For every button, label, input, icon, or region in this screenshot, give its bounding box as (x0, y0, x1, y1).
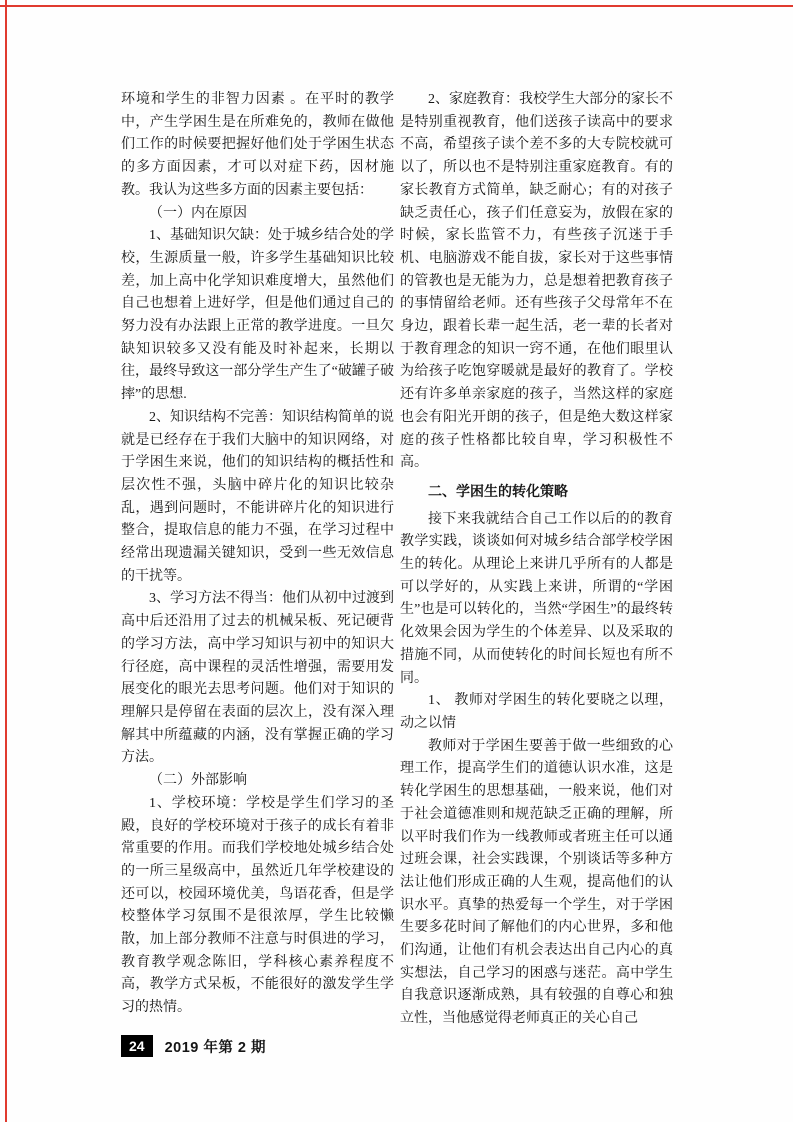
paragraph: 接下来我就结合自己工作以后的的教育教学实践，谈谈如何对城乡结合部学校学困生的转化。从理论上来讲几乎所有的人都是可以学好的，从实践上来讲，所谓的“学困生”也是可以转化的，当然“学困生”的最终转化效果会因为学生的个体差异、以及采取的措施不同，从而使转化的时间长短也有所不同。 (400, 511, 673, 686)
page-number-badge: 24 (121, 1035, 153, 1057)
right-text-column (400, 89, 673, 1031)
paragraph: （二）外部影响 (149, 773, 247, 789)
page-footer (121, 1035, 266, 1057)
paragraph: 教师对于学困生要善于做一些细致的心理工作，提高学生们的道德认识水准，这是转化学困生的思想基础，一般来说，他们对于社会道德准则和规范缺乏正确的理解，所以平时我们作为一线教师或者班主任可以通过班会课，社会实践课，个别谈话等多种方法让他们形成正确的人生观，提高他们的认识水平。真挚的热爱每一个学生，对于学困生要多花时间了解他们的内心世界，多和他们沟通，让他们有机会表达出自己内心的真实想法，自己学习的困惑与迷茫。高中学生自我意识逐渐成熟，具有较强的自尊心和独立性，当他感觉得老师真正的关心自己 (400, 738, 673, 1027)
paragraph: 环境和学生的非智力因素 。在平时的教学中，产生学困生是在所难免的，教师在做他们工作的时候要把握好他们处于学困生状态的多方面因素，才可以对症下药，因材施教。我认为这些多方面的因素主要包括： (121, 92, 394, 198)
paragraph: （一）内在原因 (149, 205, 247, 221)
section-heading: 二、学困生的转化策略 (428, 484, 568, 500)
paragraph: 1、基础知识欠缺：处于城乡结合处的学校，生源质量一般，许多学生基础知识比较差，加上高中化学知识难度增大，虽然他们自己也想着上进好学，但是他们通过自己的努力没有办法跟上正常的教学进度。一旦欠缺知识较多又没有能及时补起来，长期以往，最终导致这一部分学生产生了“破罐子破摔”的思想. (121, 228, 394, 403)
left-margin-line (5, 0, 7, 1122)
paragraph: 1、学校环境：学校是学生们学习的圣殿，良好的学校环境对于孩子的成长有着非常重要的作用。而我们学校地处城乡结合处的一所三星级高中，虽然近几年学校建设的还可以，校园环境优美，鸟语花香，但是学校整体学习氛围不是很浓厚，学生比较懒散，加上部分教师不注意与时俱进的学习，教育教学观念陈旧，学科核心素养程度不高，教学方式呆板，不能很好的激发学生学习的热情。 (121, 795, 394, 1016)
issue-label: 2019 年第 2 期 (164, 1039, 266, 1056)
left-text-column (121, 89, 394, 1020)
paragraph: 2、知识结构不完善：知识结构简单的说就是已经存在于我们大脑中的知识网络，对于学困生来说，他们的知识结构的概括性和层次性不强，头脑中碎片化的知识比较杂乱，遇到问题时，不能讲碎片化的知识进行整合，提取信息的能力不强，在学习过程中经常出现遗漏关键知识，受到一些无效信息的干扰等。 (121, 409, 394, 584)
top-margin-line (0, 5, 793, 7)
paragraph: 3、学习方法不得当：他们从初中过渡到高中后还沿用了过去的机械呆板、死记硬背的学习方法，高中学习知识与初中的知识大行径庭，高中课程的灵活性增强，需要用发展变化的眼光去思考问题。他们对于知识的理解只是停留在表面的层次上，没有深入理解其中所蕴藏的内涵，没有掌握正确的学习方法。 (121, 591, 394, 766)
paragraph: 2、家庭教育：我校学生大部分的家长不是特别重视教育，他们送孩子读高中的要求不高，希望孩子读个差不多的大专院校就可以了，所以也不是特别注重家庭教育。有的家长教育方式简单，缺乏耐心；有的对孩子缺乏责任心，孩子们任意妄为，放假在家的时候，家长监管不力，有些孩子沉迷于手机、电脑游戏不能自拔，家长对于这些事情的管教也是无能为力，总是想着把教育孩子的事情留给老师。还有些孩子父母常年不在身边，跟着长辈一起生活，老一辈的长者对于教育理念的知识一窍不通，在他们眼里认为给孩子吃饱穿暖就是最好的教育了。学校还有许多单亲家庭的孩子，当然这样的家庭也会有阳光开朗的孩子，但是绝大数这样家庭的孩子性格都比较自卑，学习积极性不高。 (400, 92, 673, 471)
paragraph: 1、 教师对学困生的转化要晓之以理，动之以情 (400, 693, 673, 731)
